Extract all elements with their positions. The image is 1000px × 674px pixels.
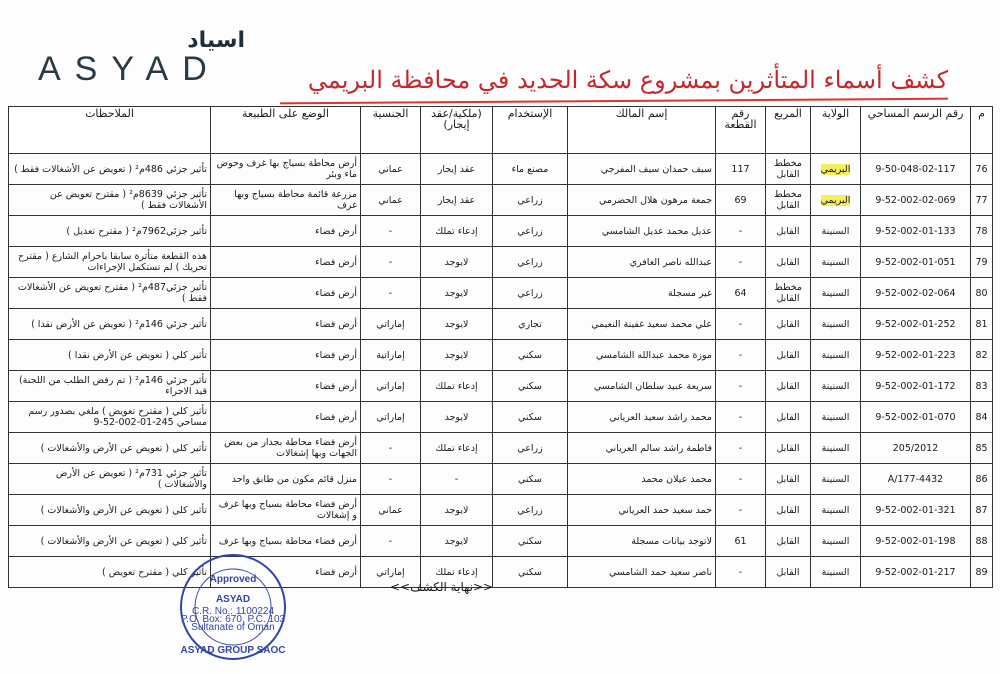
stamp-brand: ASYAD [215, 594, 251, 605]
cell-nationality: عماني [361, 154, 421, 185]
column-header: المربع [766, 107, 811, 154]
cell-site-condition: أرض فضاء [211, 371, 361, 402]
cell-plot-no: - [716, 371, 766, 402]
cell-owner-name: موزة محمد عبدالله الشامسي [568, 340, 716, 371]
cell-plot-no: - [716, 402, 766, 433]
column-header: م [971, 107, 993, 154]
cell-square: مخطط القابل [766, 154, 811, 185]
cell-ownership: إدعاء تملك [421, 216, 493, 247]
cell-owner-name: غير مسجلة [568, 278, 716, 309]
cell-square: القابل [766, 526, 811, 557]
cell-square: القابل [766, 371, 811, 402]
cell-nationality: - [361, 216, 421, 247]
cell-ownership: - [421, 464, 493, 495]
cell-notes: تأثير جزئي 8639م² ( مقترح تعويض عن الأشغالات فقط ) [9, 185, 211, 216]
column-header: الملاحظات [9, 107, 211, 154]
cell-plot-no: - [716, 247, 766, 278]
cell-notes: تأثير كلي ( مقترح تعويض ) [9, 557, 211, 588]
cell-ownership: لايوجد [421, 247, 493, 278]
cell-plot-no: - [716, 464, 766, 495]
cell-nationality: - [361, 247, 421, 278]
cell-notes: تأثير جزئي 731م² ( تعويض عن الأرض والأشغالات ) [9, 464, 211, 495]
cell-owner-name: عبدالله ناصر الغافري [568, 247, 716, 278]
cell-nationality: - [361, 433, 421, 464]
cell-square: القابل [766, 309, 811, 340]
stamp-group: ASYAD GROUP SAOC [180, 645, 286, 656]
cell-nationality: إماراتي [361, 402, 421, 433]
table-row [9, 154, 993, 185]
cell-site-condition: أرض فضاء [211, 247, 361, 278]
cell-row-number: 87 [971, 495, 993, 526]
cell-plot-number: 9-52-002-01-252 [861, 309, 971, 340]
cell-row-number: 88 [971, 526, 993, 557]
cell-square: القابل [766, 216, 811, 247]
table-row [9, 185, 993, 216]
cell-plot-number: 9-52-002-01-172 [861, 371, 971, 402]
cell-square: القابل [766, 495, 811, 526]
cell-notes: تأثير كلي ( مقترح تعويض ) ملغي بصدور رسم مساحي 245-01-002-52-9 [9, 402, 211, 433]
cell-wilaya: السنينة [811, 526, 861, 557]
cell-notes: تأثير كلي ( تعويض عن الأرض والأشغالات ) [9, 526, 211, 557]
cell-wilaya: السنينة [811, 433, 861, 464]
cell-square: القابل [766, 557, 811, 588]
cell-square: القابل [766, 340, 811, 371]
cell-plot-no: 61 [716, 526, 766, 557]
cell-ownership: عقد إيجار [421, 154, 493, 185]
table-row [9, 340, 993, 371]
cell-square: القابل [766, 247, 811, 278]
cell-row-number: 86 [971, 464, 993, 495]
cell-plot-number: 9-52-002-01-198 [861, 526, 971, 557]
logo-arabic: اسياد [187, 28, 245, 53]
cell-owner-name: محمد راشد سعيد العرياني [568, 402, 716, 433]
cell-usage: تجاري [493, 309, 568, 340]
cell-wilaya: السنينة [811, 278, 861, 309]
cell-plot-number: 9-52-002-01-217 [861, 557, 971, 588]
cell-usage: سكني [493, 464, 568, 495]
table-row [9, 526, 993, 557]
cell-owner-name: سيف حمدان سيف المفرجي [568, 154, 716, 185]
cell-square: القابل [766, 433, 811, 464]
cell-usage: سكني [493, 402, 568, 433]
highlighted-wilaya: البريمي [820, 163, 851, 175]
cell-plot-number: 205/2012 [861, 433, 971, 464]
cell-usage: سكني [493, 340, 568, 371]
cell-plot-number: 9-52-002-01-051 [861, 247, 971, 278]
cell-row-number: 81 [971, 309, 993, 340]
column-header: الإستخدام [493, 107, 568, 154]
table-row [9, 247, 993, 278]
cell-owner-name: علي محمد سعيد غفينة النعيمي [568, 309, 716, 340]
cell-wilaya: السنينة [811, 402, 861, 433]
cell-row-number: 78 [971, 216, 993, 247]
cell-owner-name: حمد سعيد حمد العرياني [568, 495, 716, 526]
document-title: كشف أسماء المتأثرين بمشروع سكة الحديد في محافظة البريمي [307, 66, 948, 94]
cell-site-condition: أرض محاطة بسياج بها غرف وحوض ماء وبئر [211, 154, 361, 185]
cell-owner-name: ناصر سعيد حمد الشامسي [568, 557, 716, 588]
cell-plot-number: 9-52-002-01-321 [861, 495, 971, 526]
cell-row-number: 84 [971, 402, 993, 433]
affected-persons-table [8, 106, 993, 588]
cell-usage: زراعي [493, 433, 568, 464]
cell-site-condition: أرض فضاء [211, 278, 361, 309]
cell-usage: زراعي [493, 495, 568, 526]
cell-notes: تأثير كلي ( تعويض عن الأرض نقدا ) [9, 340, 211, 371]
cell-site-condition: منزل قائم مكون من طابق واحد [211, 464, 361, 495]
cell-plot-number: 177-4432/A [861, 464, 971, 495]
logo-english: ASYAD [38, 50, 221, 88]
table-row [9, 309, 993, 340]
cell-wilaya [811, 185, 861, 216]
cell-notes: تأثير جزئي 146م² ( تعويض عن الأرض نقدا ) [9, 309, 211, 340]
cell-plot-no: - [716, 557, 766, 588]
cell-site-condition: أرض فضاء [211, 340, 361, 371]
cell-ownership: إدعاء تملك [421, 433, 493, 464]
cell-plot-no: - [716, 495, 766, 526]
cell-square: مخطط القابل [766, 185, 811, 216]
title-underline [280, 98, 948, 105]
cell-plot-number: 9-52-002-01-133 [861, 216, 971, 247]
cell-plot-no: 64 [716, 278, 766, 309]
column-header: الوضع على الطبيعة [211, 107, 361, 154]
cell-row-number: 79 [971, 247, 993, 278]
cell-wilaya: السنينة [811, 464, 861, 495]
cell-owner-name: لاتوجد بيانات مسجلة [568, 526, 716, 557]
stamp-cr: C.R. No.: 1100224 [191, 606, 275, 617]
cell-site-condition: أرض فضاء [211, 216, 361, 247]
cell-owner-name: فاطمة راشد سالم العرياني [568, 433, 716, 464]
cell-row-number: 77 [971, 185, 993, 216]
cell-site-condition: مزرعة قائمة محاطة بسياج وبها غرف [211, 185, 361, 216]
cell-plot-number: 9-52-002-02-069 [861, 185, 971, 216]
cell-ownership: لايوجد [421, 278, 493, 309]
cell-ownership: لايوجد [421, 526, 493, 557]
cell-wilaya [811, 154, 861, 185]
stamp-country: Sultanate of Oman [191, 622, 275, 633]
cell-plot-number: 9-52-002-02-064 [861, 278, 971, 309]
cell-plot-no: 117 [716, 154, 766, 185]
cell-nationality: عماني [361, 185, 421, 216]
cell-owner-name: سريعة عبيد سلطان الشامسي [568, 371, 716, 402]
cell-ownership: لايوجد [421, 402, 493, 433]
cell-ownership: لايوجد [421, 309, 493, 340]
cell-nationality: إماراتي [361, 309, 421, 340]
cell-row-number: 83 [971, 371, 993, 402]
cell-usage: مصنع ماء [493, 154, 568, 185]
approval-stamp [178, 552, 288, 662]
cell-plot-no: - [716, 340, 766, 371]
column-header: رقم القطعة [716, 107, 766, 154]
cell-usage: زراعي [493, 216, 568, 247]
cell-wilaya: السنينة [811, 495, 861, 526]
column-header: (ملكية/عقد إيجار) [421, 107, 493, 154]
cell-site-condition: أرض فضاء محاطة بسياج وبها غرف و إشغالات [211, 495, 361, 526]
cell-owner-name: عديل محمد عديل الشامسي [568, 216, 716, 247]
cell-site-condition: أرض فضاء [211, 557, 361, 588]
cell-wilaya: السنينة [811, 309, 861, 340]
table-row [9, 278, 993, 309]
table-header-row [9, 107, 993, 154]
cell-notes: تأثير جزئي 146م² ( تم رفض الطلب من اللجنة) قيد الاجراء [9, 371, 211, 402]
cell-usage: زراعي [493, 247, 568, 278]
cell-row-number: 80 [971, 278, 993, 309]
cell-wilaya: السنينة [811, 340, 861, 371]
stamp-approved: Approved [209, 574, 257, 585]
cell-wilaya: السنينة [811, 247, 861, 278]
table-row [9, 464, 993, 495]
cell-row-number: 82 [971, 340, 993, 371]
cell-owner-name: محمد عيلان محمد [568, 464, 716, 495]
cell-usage: زراعي [493, 185, 568, 216]
cell-row-number: 89 [971, 557, 993, 588]
cell-wilaya: السنينة [811, 371, 861, 402]
stamp-po: P.O. Box: 670, P.C. 103 [180, 614, 286, 625]
column-header: الولاية [811, 107, 861, 154]
cell-square: القابل [766, 402, 811, 433]
cell-notes: تأثير جزئي 486م² ( تعويض عن الأشغالات فقط ) [9, 154, 211, 185]
column-header: رقم الرسم المساحي [861, 107, 971, 154]
table-row [9, 371, 993, 402]
end-of-list-text: <<نهاية الكشف>> [390, 580, 494, 594]
cell-nationality: إماراتي [361, 371, 421, 402]
cell-owner-name: جمعة مرهون هلال الحضرمي [568, 185, 716, 216]
table-row [9, 433, 993, 464]
cell-nationality: إماراتية [361, 340, 421, 371]
cell-plot-number: 9-52-002-01-223 [861, 340, 971, 371]
cell-usage: سكني [493, 371, 568, 402]
column-header: إسم المالك [568, 107, 716, 154]
cell-notes: تأثير كلي ( تعويض عن الأرض والأشغالات ) [9, 433, 211, 464]
cell-nationality: - [361, 526, 421, 557]
table-row [9, 495, 993, 526]
highlighted-wilaya: البريمي [820, 194, 851, 206]
cell-site-condition: أرض فضاء [211, 402, 361, 433]
cell-notes: تأثير جزئي487م² ( مقترح تعويض عن الأشغالات فقط ) [9, 278, 211, 309]
table-row [9, 557, 993, 588]
column-header: الجنسية [361, 107, 421, 154]
cell-usage: زراعي [493, 278, 568, 309]
cell-ownership: عقد إيجار [421, 185, 493, 216]
cell-ownership: لايوجد [421, 495, 493, 526]
cell-row-number: 85 [971, 433, 993, 464]
cell-usage: سكني [493, 557, 568, 588]
cell-plot-number: 9-52-002-01-070 [861, 402, 971, 433]
cell-nationality: - [361, 278, 421, 309]
cell-usage: سكني [493, 526, 568, 557]
cell-nationality: إماراتي [361, 557, 421, 588]
cell-plot-no: - [716, 433, 766, 464]
cell-notes: تأثير كلي ( تعويض عن الأرض والأشغالات ) [9, 495, 211, 526]
cell-plot-no: 69 [716, 185, 766, 216]
cell-wilaya: السنينة [811, 216, 861, 247]
cell-notes: هذه القطعة متأثرة سابقا باحرام الشارع ( مقترح تحريك ) لم تستكمل الإجراءات [9, 247, 211, 278]
cell-plot-no: - [716, 309, 766, 340]
cell-site-condition: أرض فضاء محاطة بجدار من بعض الجهات وبها إشغالات [211, 433, 361, 464]
cell-row-number: 76 [971, 154, 993, 185]
cell-nationality: - [361, 464, 421, 495]
table-row [9, 402, 993, 433]
cell-ownership: لايوجد [421, 340, 493, 371]
cell-plot-number: 9-50-048-02-117 [861, 154, 971, 185]
cell-square: القابل [766, 464, 811, 495]
cell-wilaya: السنينة [811, 557, 861, 588]
cell-plot-no: - [716, 216, 766, 247]
cell-notes: تأثير جزئي7962م² ( مقترح تعديل ) [9, 216, 211, 247]
table-row [9, 216, 993, 247]
cell-ownership: إدعاء تملك [421, 371, 493, 402]
cell-ownership: إدعاء تملك [421, 557, 493, 588]
cell-site-condition: أرض فضاء [211, 309, 361, 340]
cell-nationality: عماني [361, 495, 421, 526]
cell-site-condition: أرض فضاء محاطة بسياج وبها غرف [211, 526, 361, 557]
asyad-logo [38, 28, 253, 88]
cell-square: مخطط القابل [766, 278, 811, 309]
